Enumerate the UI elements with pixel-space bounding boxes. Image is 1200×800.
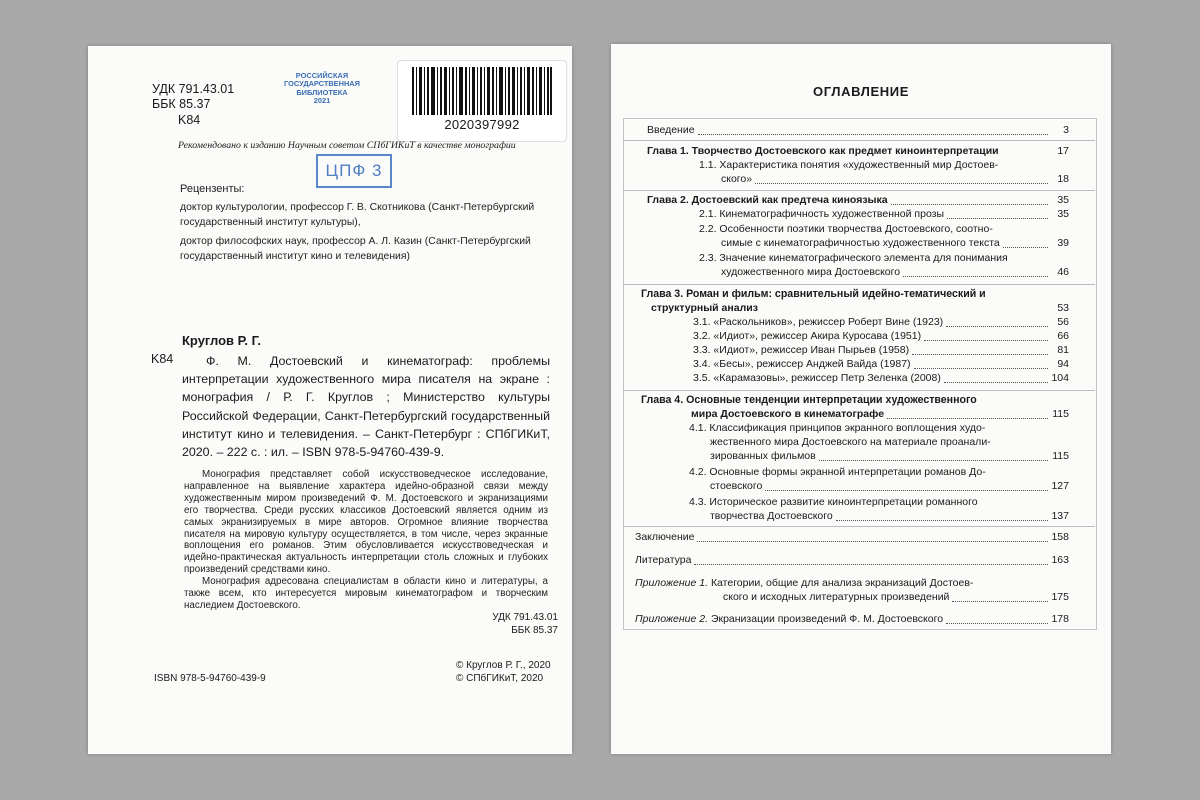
leader	[903, 276, 1048, 277]
barcode-number: 2020397992	[444, 117, 520, 132]
leader	[944, 382, 1048, 383]
divider	[623, 526, 1095, 527]
toc-entry-4-3[interactable]: 4.3. Историческое развитие киноинтерпретации романного	[689, 496, 978, 508]
leader	[924, 340, 1048, 341]
stamp-line: 2021	[313, 96, 331, 106]
leader	[947, 218, 1048, 219]
stamp-line: РОССИЙСКАЯ	[295, 71, 349, 80]
toc-page: 115	[1052, 408, 1069, 420]
divider	[623, 284, 1095, 285]
appendix-prefix: Приложение 2.	[635, 613, 709, 625]
barcode-sticker	[397, 60, 567, 142]
author-mark: K84	[178, 113, 201, 127]
toc-page: 178	[1051, 613, 1069, 625]
toc-entry-4-1-line2[interactable]: жественного мира Достоевского на материале проанали-	[710, 436, 991, 448]
toc-label: Заключение	[635, 531, 695, 543]
toc-entry-intro[interactable]	[647, 124, 1069, 138]
barcode-icon	[412, 67, 552, 115]
toc-page: 104	[1051, 372, 1069, 384]
toc-page: 137	[1051, 510, 1069, 522]
toc-page: 35	[1057, 194, 1069, 206]
toc-page: 81	[1057, 344, 1069, 356]
toc-label: Категории, общие для анализа экранизаций Достоев-	[710, 577, 974, 589]
divider	[623, 190, 1095, 191]
toc-entry-chapter-4[interactable]: Глава 4. Основные тенденции интерпретации художественного	[641, 394, 977, 406]
leader	[1003, 247, 1048, 248]
reviewer-line: государственный институт культуры),	[180, 217, 361, 228]
abstract-paragraph: Монография адресована специалистам в области кино и литературы, а также всем, кто интересуется мировым кинематографом и творческим наследием Достоевского.	[184, 576, 548, 611]
right-page	[611, 44, 1111, 754]
toc-entry-conclusion[interactable]	[635, 531, 1069, 545]
leader	[819, 460, 1048, 461]
toc-entry-3-1[interactable]	[693, 316, 1069, 330]
bbk-bottom: ББК 85.37	[511, 625, 558, 636]
toc-entry-3-5[interactable]	[693, 372, 1069, 386]
copyright-line: © СПбГИКиТ, 2020	[456, 673, 544, 684]
toc-entry-3-2[interactable]	[693, 330, 1069, 344]
toc-entry-2-1[interactable]	[699, 208, 1069, 222]
toc-label: 3.3. «Идиот», режиссер Иван Пырьев (1958)	[693, 344, 910, 356]
toc-entry-chapter-3[interactable]: Глава 3. Роман и фильм: сравнительный идейно-тематический и	[641, 288, 986, 300]
toc-page: 53	[1057, 302, 1069, 314]
toc-entry-1-1[interactable]: 1.1. Характеристика понятия «художественный мир Достоев-	[699, 159, 999, 171]
stamp-line: ГОСУДАРСТВЕННАЯ	[284, 79, 360, 89]
toc-label: 3.2. «Идиот», режиссер Акира Куросава (1951)	[693, 330, 922, 342]
left-page	[88, 46, 572, 754]
divider	[623, 390, 1095, 391]
toc-entry-2-3-cont[interactable]	[721, 266, 1069, 280]
stamp-line: БИБЛИОТЕКА	[296, 87, 348, 97]
toc-entry-4-2[interactable]: 4.2. Основные формы экранной интерпретации романов До-	[689, 466, 986, 478]
bbk-line: ББК 85.37	[152, 97, 211, 111]
toc-entry-4-2-cont[interactable]	[710, 480, 1069, 494]
toc-label: 3.1. «Раскольников», режиссер Роберт Вине (1923)	[693, 316, 944, 328]
toc-page: 94	[1057, 358, 1069, 370]
toc-page: 175	[1051, 591, 1069, 603]
leader	[887, 418, 1048, 419]
toc-entry-chapter-2[interactable]	[647, 194, 1069, 208]
toc-entry-4-1[interactable]: 4.1. Классификация принципов экранного воплощения худо-	[689, 422, 986, 434]
leader	[952, 601, 1048, 602]
abstract	[184, 469, 548, 612]
toc-entry-3-3[interactable]	[693, 344, 1069, 358]
bib-code: K84	[151, 352, 174, 366]
toc-entry-3-4[interactable]	[693, 358, 1069, 372]
toc-label-text: Экранизации произведений Ф. М. Достоевского	[710, 613, 944, 625]
leader	[914, 368, 1048, 369]
toc-label: ского и исходных литературных произведений	[723, 591, 950, 603]
divider	[623, 140, 1095, 141]
leader	[697, 541, 1048, 542]
toc-entry-2-2[interactable]: 2.2. Особенности поэтики творчества Достоевского, соотно-	[699, 223, 993, 235]
copyright-line: © Круглов Р. Г., 2020	[456, 660, 551, 671]
cpf-stamp: ЦПФ 3	[316, 154, 392, 188]
toc-page: 17	[1057, 145, 1069, 157]
toc-entry-appendix-2[interactable]	[635, 613, 1069, 627]
toc-entry-4-3-cont[interactable]	[710, 510, 1069, 524]
toc-label: 2.1. Кинематографичность художественной прозы	[699, 208, 945, 220]
toc-page: 163	[1051, 554, 1069, 566]
author-name: Круглов Р. Г.	[182, 333, 261, 348]
leader	[694, 564, 1048, 565]
toc-label: структурный анализ	[651, 302, 758, 314]
toc-page: 18	[1057, 173, 1069, 185]
abstract-paragraph: Монография представляет собой искусствоведческое исследование, направленное на выявление характера идейно-образной связи между художественным миром произведений Ф. М. Достоевского и экранизациями его творчества. Среди русских классиков Достоевский является одним из самых экранизируемых в мире авторов. Огромное влияние творчества писателя на мировую культуру осуществляется, в том числе, через экранные воплощения его романов. Этим обусловливается искусствоведческая и идейно-практическая актуальность интерпретации столь сложных и глубоких произведений средствами кино.	[184, 469, 548, 576]
toc-label: мира Достоевского в кинематографе	[691, 408, 885, 420]
udk-bottom: УДК 791.43.01	[492, 612, 558, 623]
leader	[765, 490, 1048, 491]
toc-entry-4-1-cont[interactable]	[710, 450, 1069, 464]
leader	[755, 183, 1048, 184]
toc-label: художественного мира Достоевского	[721, 266, 901, 278]
toc-entry-chapter-1[interactable]	[647, 145, 1069, 159]
udk-line: УДК 791.43.01	[152, 82, 235, 96]
toc-page: 46	[1057, 266, 1069, 278]
toc-label: 3.5. «Карамазовы», режиссер Петр Зеленка (2008)	[693, 372, 941, 384]
toc-label: Введение	[647, 124, 695, 136]
toc-page: 127	[1051, 480, 1069, 492]
leader	[912, 354, 1048, 355]
toc-label: 3.4. «Бесы», режиссер Анджей Вайда (1987)	[693, 358, 911, 370]
reviewer-line: доктор философских наук, профессор А. Л. Казин (Санкт-Петербургский	[180, 236, 531, 247]
toc-entry-appendix-1-cont[interactable]	[723, 591, 1069, 605]
toc-label: ского»	[721, 173, 753, 185]
appendix-prefix: Приложение 1.	[635, 577, 709, 589]
toc-title: ОГЛАВЛЕНИЕ	[813, 84, 909, 99]
toc-label: творчества Достоевского	[710, 510, 833, 522]
toc-entry-chapter-3-cont[interactable]	[651, 302, 1069, 316]
toc-page: 3	[1063, 124, 1069, 136]
leader	[946, 623, 1048, 624]
reviewer-line: доктор культурологии, профессор Г. В. Скотникова (Санкт-Петербургский	[180, 202, 535, 213]
toc-label: стоевского	[710, 480, 763, 492]
toc-label: Глава 2. Достоевский как предтеча киноязыка	[647, 194, 888, 206]
toc-page: 35	[1057, 208, 1069, 220]
leader	[836, 520, 1048, 521]
recommendation-text: Рекомендовано к изданию Научным советом СПбГИКиТ в качестве монографии	[178, 140, 516, 151]
reviewers-label: Рецензенты:	[180, 183, 245, 195]
toc-label: Глава 1. Творчество Достоевского как предмет киноинтерпретации	[647, 145, 999, 157]
toc-label: Литература	[635, 554, 692, 566]
toc-entry-1-1-cont[interactable]	[721, 173, 1069, 187]
toc-entry-2-3[interactable]: 2.3. Значение кинематографического элемента для понимания	[699, 252, 1008, 264]
bibliographic-record: Ф. М. Достоевский и кинематограф: проблемы интерпретации художественного мира писателя на экране : монография / Р. Г. Круглов ; Министерство культуры Российской Федерации, Санкт-Петербургский государственный институт кино и телевидения. – Санкт-Петербург : СПбГИКиТ, 2020. – 222 с. : ил. – ISBN 978-5-94760-439-9.	[182, 354, 550, 460]
library-stamp	[274, 72, 370, 106]
toc-page: 158	[1051, 531, 1069, 543]
leader	[891, 204, 1048, 205]
toc-label: зированных фильмов	[710, 450, 816, 462]
toc-entry-chapter-4-cont[interactable]	[691, 408, 1069, 422]
reviewer-line: государственный институт кино и телевидения)	[180, 251, 410, 262]
toc-page: 66	[1057, 330, 1069, 342]
toc-entry-2-2-cont[interactable]	[721, 237, 1069, 251]
toc-label: симые с кинематографичностью художественного текста	[721, 237, 1000, 249]
toc-page: 56	[1057, 316, 1069, 328]
toc-page: 115	[1052, 450, 1069, 462]
toc-entry-appendix-1[interactable]	[635, 577, 973, 591]
leader	[946, 326, 1048, 327]
toc-page: 39	[1057, 237, 1069, 249]
toc-label	[635, 613, 943, 627]
isbn: ISBN 978-5-94760-439-9	[154, 673, 266, 684]
toc-entry-literature[interactable]	[635, 554, 1069, 568]
leader	[698, 134, 1048, 135]
